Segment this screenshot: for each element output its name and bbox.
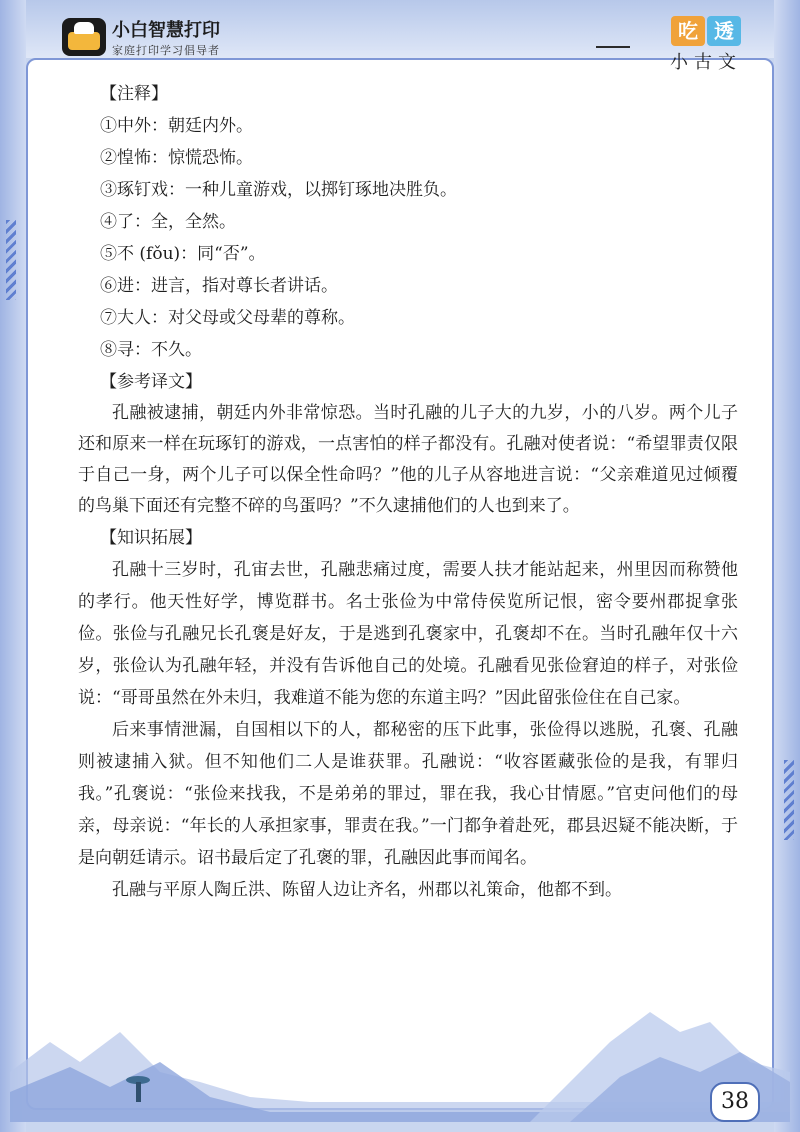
brand-char-1: 吃 xyxy=(671,16,705,46)
note-item-1: ①中外：朝廷内外。 xyxy=(100,116,253,136)
translation-heading: 【参考译文】 xyxy=(100,372,202,392)
extension-paragraph-2: 后来事情泄漏，自国相以下的人，都秘密的压下此事，张俭得以逃脱，孔褒、孔融则被逮捕入狱。但不知他们二人是谁获罪。孔融说：“收容匿藏张俭的是我，有罪归我。”孔褒说：“张俭来找我，不是弟弟的罪过，罪在我，我心甘情愿。”官吏问他们的母亲，母亲说：“年长的人承担家事，罪责在我。”一门都争着赴死，郡县迟疑不能决断，于是向朝廷请示。诏书最后定了孔褒的罪，孔融因此事而闻名。 xyxy=(78,720,738,868)
extension-paragraph-3: 孔融与平原人陶丘洪、陈留人边让齐名，州郡以礼策命，他都不到。 xyxy=(112,880,622,900)
logo-name: 小白智慧打印 xyxy=(112,20,220,41)
printer-logo-icon xyxy=(62,18,106,56)
page-frame-left xyxy=(0,0,26,1132)
mountain-landscape-illustration xyxy=(10,1002,790,1122)
decorative-stripes-left xyxy=(6,220,16,300)
note-item-6: ⑥进：进言，指对尊长者讲话。 xyxy=(100,276,338,296)
note-item-3: ③琢钉戏：一种儿童游戏，以掷钉琢地决胜负。 xyxy=(100,180,457,200)
series-brand xyxy=(670,16,742,74)
brand-char-2: 透 xyxy=(707,16,741,46)
decorative-stripes-right xyxy=(784,760,794,840)
logo-slogan: 家庭打印学习倡导者 xyxy=(112,44,220,57)
extension-paragraph-1: 孔融十三岁时，孔宙去世，孔融悲痛过度，需要人扶才能站起来，州里因而称赞他的孝行。他天性好学，博览群书。名士张俭为中常侍侯览所记恨，密令要州郡捉拿张俭。张俭与孔融兄长孔褒是好友，于是逃到孔褒家中，孔褒却不在。当时孔融年仅十六岁，张俭认为孔融年轻，并没有告诉他自己的处境。孔融看见张俭窘迫的样子，对张俭说：“哥哥虽然在外未归，我难道不能为您的东道主吗？”因此留张俭住在自己家。 xyxy=(78,560,738,708)
page-frame-right xyxy=(774,0,800,1132)
page-number: 38 xyxy=(710,1082,760,1122)
note-item-8: ⑧寻：不久。 xyxy=(100,340,202,360)
note-item-4: ④了：全，全然。 xyxy=(100,212,236,232)
publisher-logo xyxy=(62,16,220,58)
note-item-2: ②惶怖：惊慌恐怖。 xyxy=(100,148,253,168)
notes-heading: 【注释】 xyxy=(100,84,168,104)
note-item-7: ⑦大人：对父母或父母辈的尊称。 xyxy=(100,308,355,328)
brand-subtitle: 小古文 xyxy=(670,52,742,73)
translation-text: 孔融被逮捕，朝廷内外非常惊恐。当时孔融的儿子大的九岁，小的八岁。两个儿子还和原来一样在玩琢钉的游戏，一点害怕的样子都没有。孔融对使者说：“希望罪责仅限于自己一身，两个儿子可以保全性命吗？”他的儿子从容地进言说：“父亲难道见过倾覆的鸟巢下面还有完整不碎的鸟蛋吗？”不久逮捕他们的人也到来了。 xyxy=(78,403,738,516)
brand-decoration-line xyxy=(596,46,630,48)
main-content xyxy=(78,78,738,906)
extension-heading: 【知识拓展】 xyxy=(100,528,202,548)
note-item-5: ⑤不 (fǒu)：同“否”。 xyxy=(100,244,266,264)
